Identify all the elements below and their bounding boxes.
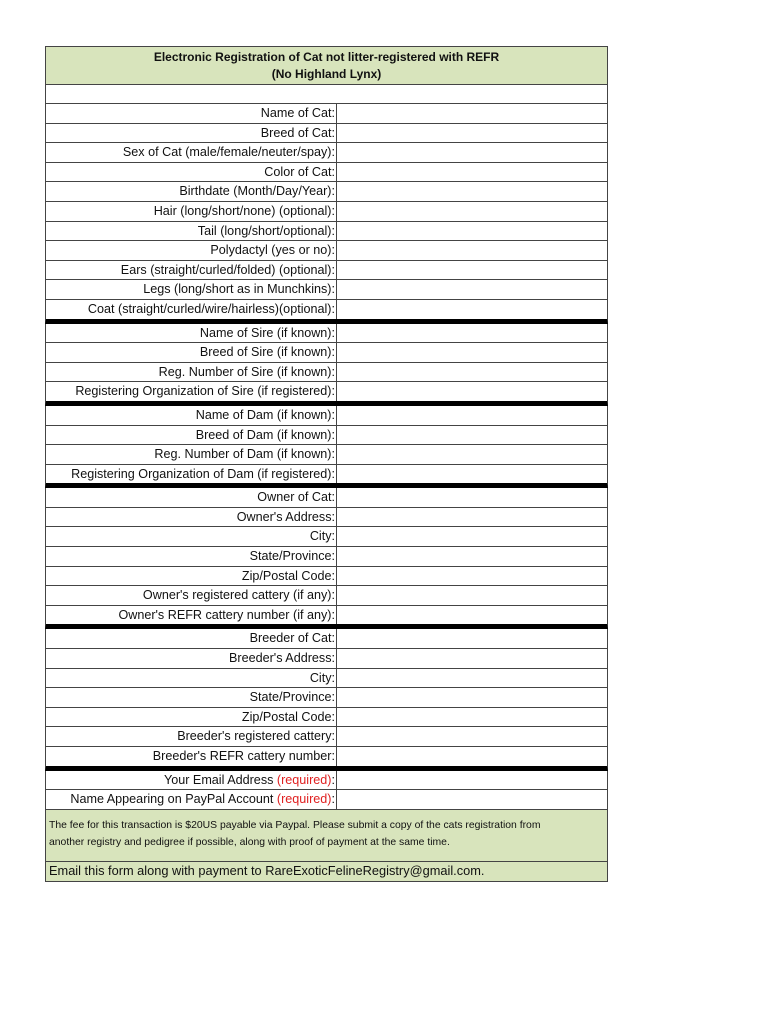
breeder-field-row [45,669,608,689]
cat-field-input[interactable] [337,182,607,201]
cat-field-label: Name of Cat: [46,104,337,123]
dam-field-input[interactable] [337,445,607,464]
dam-field-input[interactable] [337,406,607,425]
cat-field-row [45,143,608,163]
owner-field-label: City: [46,527,337,546]
cat-field-input[interactable] [337,222,607,241]
sire-field-input[interactable] [337,343,607,362]
cat-field-row [45,261,608,281]
owner-field-row [45,508,608,528]
breeder-field-input[interactable] [337,747,607,766]
sire-field-input[interactable] [337,363,607,382]
cat-field-row [45,241,608,261]
sire-field-label: Name of Sire (if known): [46,324,337,343]
breeder-field-label: Breeder's Address: [46,649,337,668]
cat-field-label: Coat (straight/curled/wire/hairless)(optional): [46,300,337,319]
breeder-field-label: State/Province: [46,688,337,707]
breeder-field-label: Breeder of Cat: [46,629,337,648]
breeder-field-input[interactable] [337,669,607,688]
paypal-name-row [45,790,608,810]
owner-field-input[interactable] [337,606,607,625]
sire-field-row [45,324,608,344]
cat-field-label: Color of Cat: [46,163,337,182]
cat-field-label: Hair (long/short/none) (optional): [46,202,337,221]
owner-field-row [45,586,608,606]
breeder-field-row [45,708,608,728]
cat-field-row [45,163,608,183]
email-address-row [45,771,608,791]
dam-field-label: Registering Organization of Dam (if registered): [46,465,337,484]
dam-field-label: Reg. Number of Dam (if known): [46,445,337,464]
sire-field-input[interactable] [337,324,607,343]
paypal-name-field[interactable] [337,790,607,809]
dam-field-row [45,465,608,489]
owner-field-row [45,527,608,547]
breeder-field-input[interactable] [337,727,607,746]
cat-field-input[interactable] [337,241,607,260]
dam-field-label: Name of Dam (if known): [46,406,337,425]
breeder-field-input[interactable] [337,688,607,707]
cat-field-row [45,182,608,202]
cat-field-row [45,300,608,324]
cat-field-row [45,104,608,124]
breeder-field-row [45,727,608,747]
breeder-field-row [45,688,608,708]
cat-field-label: Breed of Cat: [46,124,337,143]
fee-note-line1: The fee for this transaction is $20US payable via Paypal. Please submit a copy of the cats registration from [49,819,541,831]
sire-field-label: Reg. Number of Sire (if known): [46,363,337,382]
breeder-field-row [45,747,608,771]
owner-field-label: Zip/Postal Code: [46,567,337,586]
cat-field-input[interactable] [337,280,607,299]
dam-field-row [45,445,608,465]
dam-field-label: Breed of Dam (if known): [46,426,337,445]
breeder-field-label: Breeder's registered cattery: [46,727,337,746]
owner-field-input[interactable] [337,586,607,605]
breeder-field-label: Zip/Postal Code: [46,708,337,727]
registration-form [45,46,608,882]
cat-field-input[interactable] [337,261,607,280]
dam-field-row [45,426,608,446]
form-title [45,46,608,85]
sire-field-row [45,343,608,363]
cat-field-label: Sex of Cat (male/female/neuter/spay): [46,143,337,162]
form-title-line2: (No Highland Lynx) [271,67,382,81]
cat-field-row [45,222,608,242]
breeder-field-input[interactable] [337,708,607,727]
dam-section [45,406,608,488]
email-address-label: Your Email Address (required): [46,771,337,790]
email-address-field[interactable] [337,771,607,790]
cat-field-input[interactable] [337,124,607,143]
cat-field-label: Legs (long/short as in Munchkins): [46,280,337,299]
cat-field-label: Tail (long/short/optional): [46,222,337,241]
breeder-field-input[interactable] [337,629,607,648]
fee-note [45,810,608,862]
sire-field-input[interactable] [337,382,607,401]
owner-field-row [45,567,608,587]
cat-field-row [45,280,608,300]
blank-row [45,85,608,104]
owner-field-label: Owner of Cat: [46,488,337,507]
sire-field-label: Registering Organization of Sire (if registered): [46,382,337,401]
owner-field-row [45,547,608,567]
dam-field-row [45,406,608,426]
cat-field-input[interactable] [337,300,607,319]
breeder-section [45,629,608,770]
owner-field-label: Owner's registered cattery (if any): [46,586,337,605]
sire-field-row [45,382,608,406]
dam-field-input[interactable] [337,465,607,484]
breeder-field-row [45,629,608,649]
cat-field-input[interactable] [337,143,607,162]
owner-field-input[interactable] [337,527,607,546]
cat-field-label: Birthdate (Month/Day/Year): [46,182,337,201]
owner-section [45,488,608,629]
breeder-field-label: Breeder's REFR cattery number: [46,747,337,766]
cat-field-label: Polydactyl (yes or no): [46,241,337,260]
fee-note-line2: another registry and pedigree if possible, along with proof of payment at the same time. [49,836,450,848]
cat-field-row [45,202,608,222]
owner-field-input[interactable] [337,547,607,566]
breeder-field-label: City: [46,669,337,688]
breeder-field-input[interactable] [337,649,607,668]
form-title-line1: Electronic Registration of Cat not litter-registered with REFR [153,50,500,64]
cat-field-row [45,124,608,144]
owner-field-label: State/Province: [46,547,337,566]
owner-field-label: Owner's REFR cattery number (if any): [46,606,337,625]
cat-field-input[interactable] [337,104,607,123]
owner-field-row [45,488,608,508]
owner-field-input[interactable] [337,508,607,527]
cat-field-label: Ears (straight/curled/folded) (optional): [46,261,337,280]
owner-field-row [45,606,608,630]
sire-field-row [45,363,608,383]
owner-field-input[interactable] [337,567,607,586]
dam-field-input[interactable] [337,426,607,445]
sire-section [45,324,608,406]
cat-field-input[interactable] [337,163,607,182]
breeder-field-row [45,649,608,669]
cat-field-input[interactable] [337,202,607,221]
owner-field-input[interactable] [337,488,607,507]
owner-field-label: Owner's Address: [46,508,337,527]
paypal-name-label: Name Appearing on PayPal Account (required): [46,790,337,809]
sire-field-label: Breed of Sire (if known): [46,343,337,362]
email-instruction: Email this form along with payment to RareExoticFelineRegistry@gmail.com. [45,862,608,882]
cat-section [45,104,608,324]
